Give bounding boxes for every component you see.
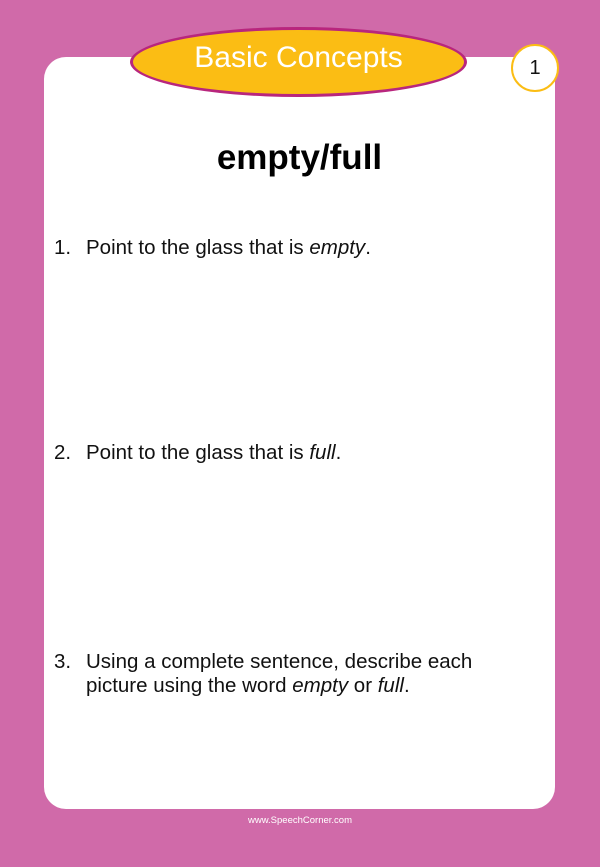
- category-banner: [130, 27, 467, 97]
- question-text-part: .: [335, 441, 342, 464]
- question-text-part: .: [403, 674, 410, 697]
- page-number: 1: [529, 56, 541, 79]
- question-emphasis: empty: [292, 674, 349, 697]
- question-text-part: Point to the glass that is: [86, 441, 310, 464]
- question-number: 2.: [54, 441, 72, 464]
- question-number: 3.: [54, 650, 72, 673]
- question-3: [54, 650, 534, 698]
- footer-url: www.SpeechCorner.com: [247, 815, 353, 826]
- question-text-part: Point to the glass that is: [86, 236, 310, 259]
- question-2: [54, 441, 534, 465]
- question-emphasis: full: [377, 674, 404, 697]
- question-text: [86, 236, 371, 260]
- question-text-part: Using a complete sentence, describe each picture using the word: [86, 650, 473, 697]
- question-emphasis: empty: [309, 236, 366, 259]
- banner-label: Basic Concepts: [194, 41, 403, 74]
- page-title: empty/full: [216, 138, 383, 177]
- question-number: 1.: [54, 236, 72, 259]
- question-text: [86, 650, 534, 698]
- question-text-part: .: [365, 236, 371, 259]
- question-1: [54, 236, 534, 260]
- page-number-badge: [511, 44, 559, 92]
- question-text: [86, 441, 341, 465]
- question-emphasis: full: [309, 441, 336, 464]
- question-text-part: or: [348, 674, 378, 697]
